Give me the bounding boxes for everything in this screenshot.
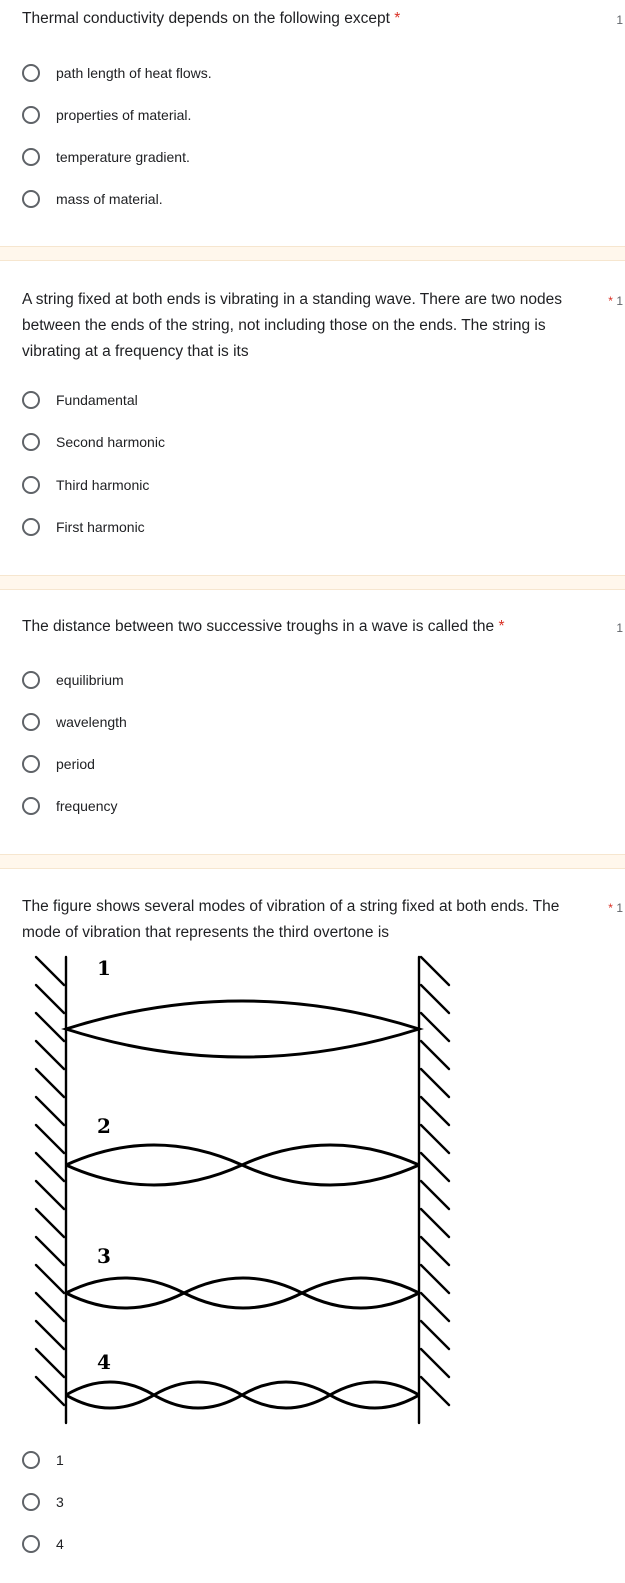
radio-button[interactable] <box>22 755 40 773</box>
radio-button[interactable] <box>22 1493 40 1511</box>
mode-3-wave <box>66 1278 419 1308</box>
radio-button[interactable] <box>22 1451 40 1469</box>
option-label: wavelength <box>56 714 127 730</box>
required-asterisk: * <box>394 10 401 27</box>
question-1-text: Thermal conductivity depends on the following except * <box>22 10 401 27</box>
option-second-harmonic[interactable] <box>22 430 165 454</box>
mode-label-1: 1 <box>97 956 111 980</box>
required-asterisk: * <box>608 294 613 308</box>
question-2-text: A string fixed at both ends is vibrating in a standing wave. There are two nodes between the ends of the string, not including those on the ends. The string is vibrating at a frequency that is its <box>22 291 562 360</box>
mode-label-3: 3 <box>97 1244 111 1268</box>
required-asterisk: * <box>608 901 613 915</box>
option-first-harmonic[interactable] <box>22 515 145 539</box>
section-divider <box>0 575 625 590</box>
option-1[interactable] <box>22 1448 64 1472</box>
option-equilibrium[interactable] <box>22 668 124 692</box>
radio-button[interactable] <box>22 106 40 124</box>
radio-button[interactable] <box>22 148 40 166</box>
radio-button[interactable] <box>22 391 40 409</box>
radio-button[interactable] <box>22 518 40 536</box>
option-period[interactable] <box>22 752 95 776</box>
option-label: mass of material. <box>56 191 163 207</box>
mode-label-4: 4 <box>97 1350 111 1374</box>
option-frequency[interactable] <box>22 794 117 818</box>
radio-button[interactable] <box>22 1535 40 1553</box>
option-fundamental[interactable] <box>22 388 138 412</box>
points-label: * 1 <box>608 294 623 308</box>
radio-button[interactable] <box>22 190 40 208</box>
points-label: * 1 <box>608 901 623 915</box>
option-label: Third harmonic <box>56 477 150 493</box>
option-label: path length of heat flows. <box>56 65 212 81</box>
option-3[interactable] <box>22 1490 64 1514</box>
option-mass-of-material[interactable] <box>22 187 163 211</box>
right-wall <box>419 957 449 1423</box>
section-divider <box>0 854 625 869</box>
option-label: period <box>56 756 95 772</box>
option-label: 1 <box>56 1452 64 1468</box>
mode-2-wave <box>66 1145 419 1185</box>
option-label: Second harmonic <box>56 434 165 450</box>
left-wall <box>36 957 66 1423</box>
radio-button[interactable] <box>22 797 40 815</box>
option-label: Fundamental <box>56 392 138 408</box>
radio-button[interactable] <box>22 713 40 731</box>
radio-button[interactable] <box>22 433 40 451</box>
required-asterisk: * <box>498 618 505 635</box>
option-label: 4 <box>56 1536 64 1552</box>
option-wavelength[interactable] <box>22 710 127 734</box>
section-divider <box>0 246 625 261</box>
option-third-harmonic[interactable] <box>22 473 149 497</box>
option-4[interactable] <box>22 1532 64 1556</box>
radio-button[interactable] <box>22 476 40 494</box>
option-label: properties of material. <box>56 107 192 123</box>
option-label: equilibrium <box>56 672 124 688</box>
points-label: 1 <box>616 621 623 635</box>
mode-4-wave <box>66 1382 419 1408</box>
mode-1-wave <box>66 1001 419 1057</box>
option-path-length[interactable] <box>22 61 212 85</box>
points-label: 1 <box>616 13 623 27</box>
question-4-text: The figure shows several modes of vibration of a string fixed at both ends. The mode of vibration that represents the third overtone is <box>22 898 560 941</box>
mode-label-2: 2 <box>97 1114 111 1138</box>
option-label: 3 <box>56 1494 64 1510</box>
option-label: temperature gradient. <box>56 149 190 165</box>
radio-button[interactable] <box>22 64 40 82</box>
option-temperature-gradient[interactable] <box>22 145 190 169</box>
option-label: frequency <box>56 798 118 814</box>
option-label: First harmonic <box>56 519 145 535</box>
standing-wave-figure <box>0 945 625 1435</box>
option-properties-of-material[interactable] <box>22 103 191 127</box>
question-3-text: The distance between two successive troughs in a wave is called the * <box>22 618 505 635</box>
radio-button[interactable] <box>22 671 40 689</box>
